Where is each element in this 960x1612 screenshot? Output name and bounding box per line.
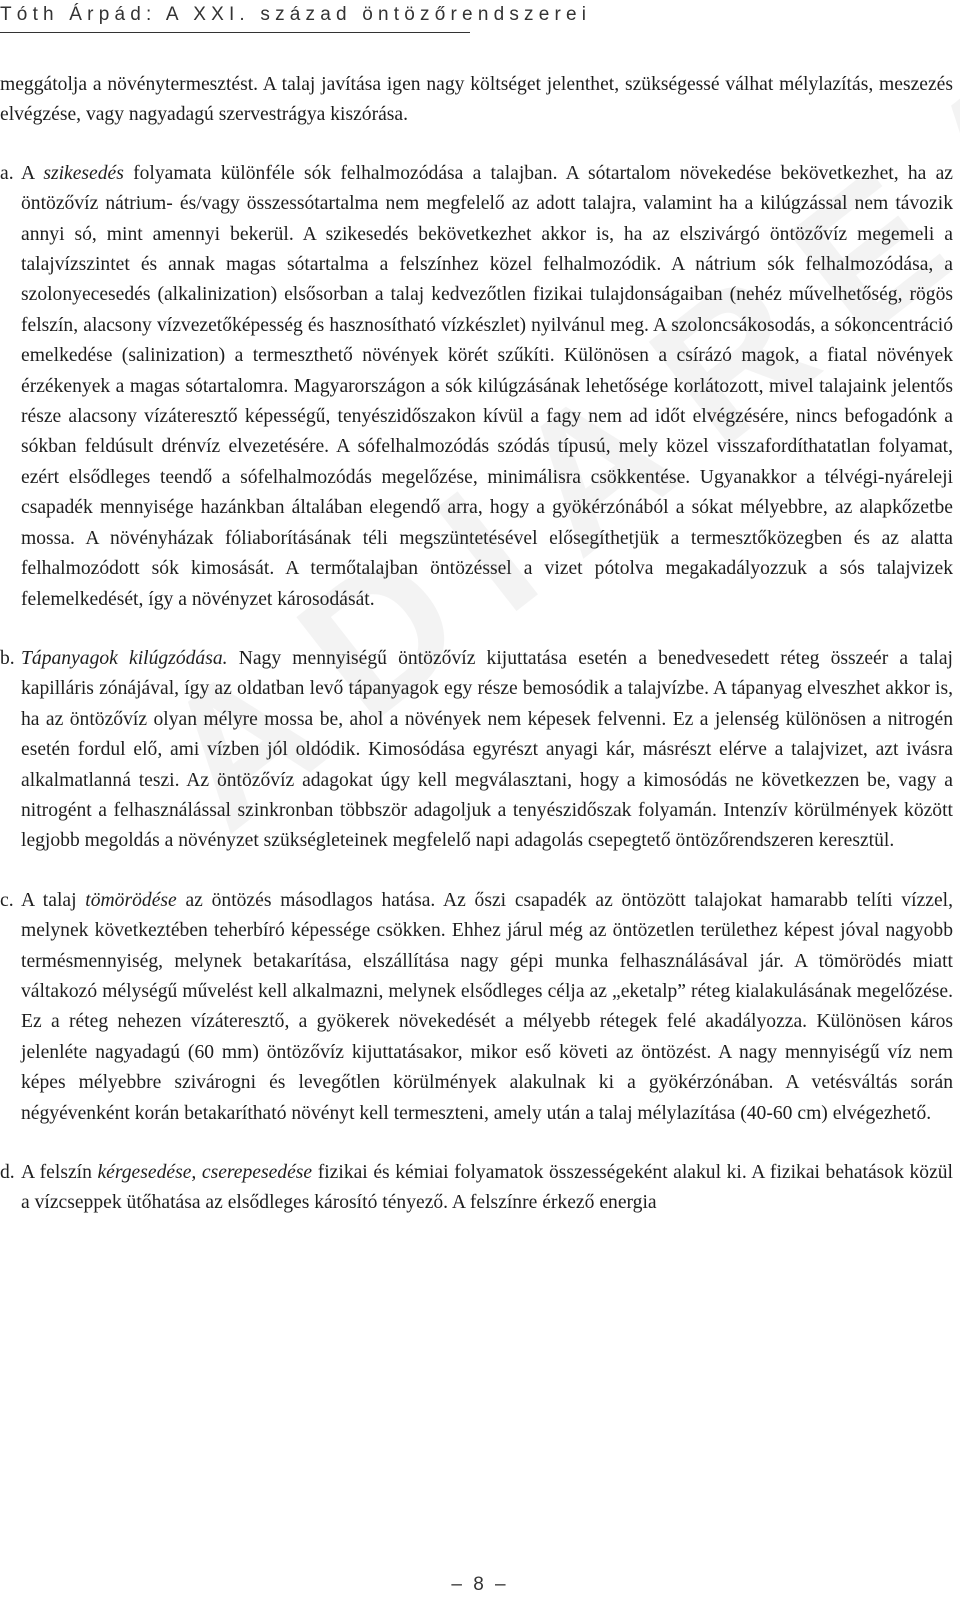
intro-paragraph: meggátolja a növénytermesztést. A talaj javítása igen nagy költséget jelenthet, szükségessé válhat mélylazítás, meszezés elvégzése, vagy nagyadagú szervestrágya kiszórása.: [0, 74, 953, 126]
item-term: kérgesedése, cserepesedése: [97, 1162, 313, 1183]
list-item-b: [0, 644, 953, 857]
item-text-after: folyamata különféle sók felhalmozódása a talajban. A sótartalom növekedése bekövetkezhet, ha az öntözővíz nátrium- és/vagy összessótartalma nem megfelelő az adott talajra, valamint ha a kilúgzással nem távozik annyi só, mint amennyi bekerül. A szikesedés bekövetkezhet akkor is, ha az elszivárgó öntözővíz megemeli a talajvízszintet és annak magas sótartalma a felszínhez közel felhalmozódik. A nátrium sók felhalmozódása, a szolonyecesedés (alkalinization) elsősorban a talaj kedvezőtlen fizikai tulajdonságaiban (nehéz művelhetőség, rögös felszín, alacsony vízvezetőképesség és hasznosítható vízkészlet) nyilvánul meg. A szoloncsákosodás, a sókoncentráció emelkedése (salinization) a termeszthető növények körét szűkíti. Különösen a csírázó magok, a fiatal növények érzékenyek a magas sótartalomra. Magyarországon a sók kilúgzásának lehetősége korlátozott, mivel talajaink jelentős része alacsony vízáteresztő képességű, tenyészidőszakon kívül a fagy nem ad időt elvégzésére, nincs befogadónk a sókban feldúsult drénvíz elvezetésére. A sófelhalmozódás szódás típusú, mely közel visszafordíthatatlan folyamat, ezért elsődleges teendő a sófelhalmozódás megelőzése, minimálisra csökkentése. Ugyanakkor a télvégi-nyáreleji csapadék mennyisége hazánkban általában elegendő arra, hogy a gyökérzónából a sókat mélyebbre, az alapkőzetbe mossa. A növényházak fóliaborításának téli megszüntetésével elősegíthetjük a termesztőközegben és az alatta felhalmozódott sók kimosását. A termőtalajban öntözéssel a vizet pótolva megakadályozzuk a sós talajvizek felemelkedését, így a növényzet károsodását.: [21, 162, 954, 610]
item-text-before: A felszín: [21, 1162, 98, 1183]
item-text-after: az öntözés másodlagos hatása. Az őszi csapadék az öntözött talajokat hamarabb telíti vízzel, melynek következtében teherbíró képessége csökken. Ehhez járul még az öntözetlen területhez képest jóval nagyobb termésmennyiség, melynek betakarítása, elszállítása nagy gépi munka felhasználásával jár. A tömörödés miatt váltakozó mélységű művelést kell alkalmazni, melynek elsődleges célja az „eketalp” réteg kialakulásának megelőzése. Ez a réteg nehezen vízáteresztő, a gyökerek növekedését a mélyebb rétegek felé akadályozza. Különösen káros jelenléte nagyadagú (60 mm) öntözővíz kijuttatásakor, mikor eső követi az öntözést. A nagy mennyiségű víz nem képes mélyebbre szivárogni és levegőtlen körülmények alakulnak ki a gyökérzónában. A vetésváltás során négyévenként korán betakarítható növényt kell termeszteni, amely után a talaj mélylazítása (40-60 cm) elvégezhető.: [21, 889, 954, 1124]
item-text-before: A talaj: [21, 889, 86, 911]
item-marker: c.: [0, 889, 14, 911]
list-item-c: [0, 886, 953, 1129]
page-number: – 8 –: [451, 1574, 509, 1595]
item-paragraph: [21, 644, 953, 857]
item-paragraph: [21, 886, 953, 1129]
item-term: tömörödése: [85, 889, 177, 911]
list-item-a: [0, 159, 953, 615]
item-paragraph: [21, 159, 953, 615]
list-item-d: [0, 1158, 953, 1219]
item-marker: b.: [0, 647, 15, 669]
item-marker: d.: [0, 1162, 15, 1183]
item-text-after: Nagy mennyiségű öntözővíz kijuttatása esetén a benedvesedett réteg összeér a talaj kapilláris zónájával, így az oldatban levő tápanyagok egy része bemosódik a talajvízbe. A tápanyag elveszhet akkor is, ha az öntözővíz olyan mélyre mossa be, ahol a növények nem képesek felvenni. Ez a jelenség különösen a nitrogén esetén fordul elő, ami vízben jól oldódik. Kimosódása egyrészt anyagi kár, másrészt elérve a talajvizet, azt ivásra alkalmatlanná teszi. Az öntözővíz adagokat úgy kell megválasztani, hogy a kimosódás ne következzen be, vagy a nitrogént a felhasználással szinkronban többször adagoljuk a tenyészidőszak folyamán. Intenzív körülmények között legjobb megoldás a növényzet szükségleteinek megfelelő napi adagolás csepegtető öntözőrendszeren keresztül.: [21, 647, 954, 852]
item-paragraph: [21, 1158, 953, 1219]
item-marker: a.: [0, 162, 14, 184]
item-term: Tápanyagok kilúgzódása.: [21, 647, 228, 669]
running-header: [0, 4, 592, 33]
item-text-after: fizikai és kémiai folyamatok összességeként alakul ki. A fizikai behatások közül a vízcseppek ütőhatása az elsődleges károsító tényező. A felszínre érkező energia: [21, 1162, 954, 1214]
item-text-before: A: [21, 162, 44, 184]
running-title: Tóth Árpád: A XXI. század öntözőrendszerei: [0, 4, 592, 25]
page-body: [0, 70, 953, 1248]
item-term: szikesedés: [43, 162, 124, 184]
